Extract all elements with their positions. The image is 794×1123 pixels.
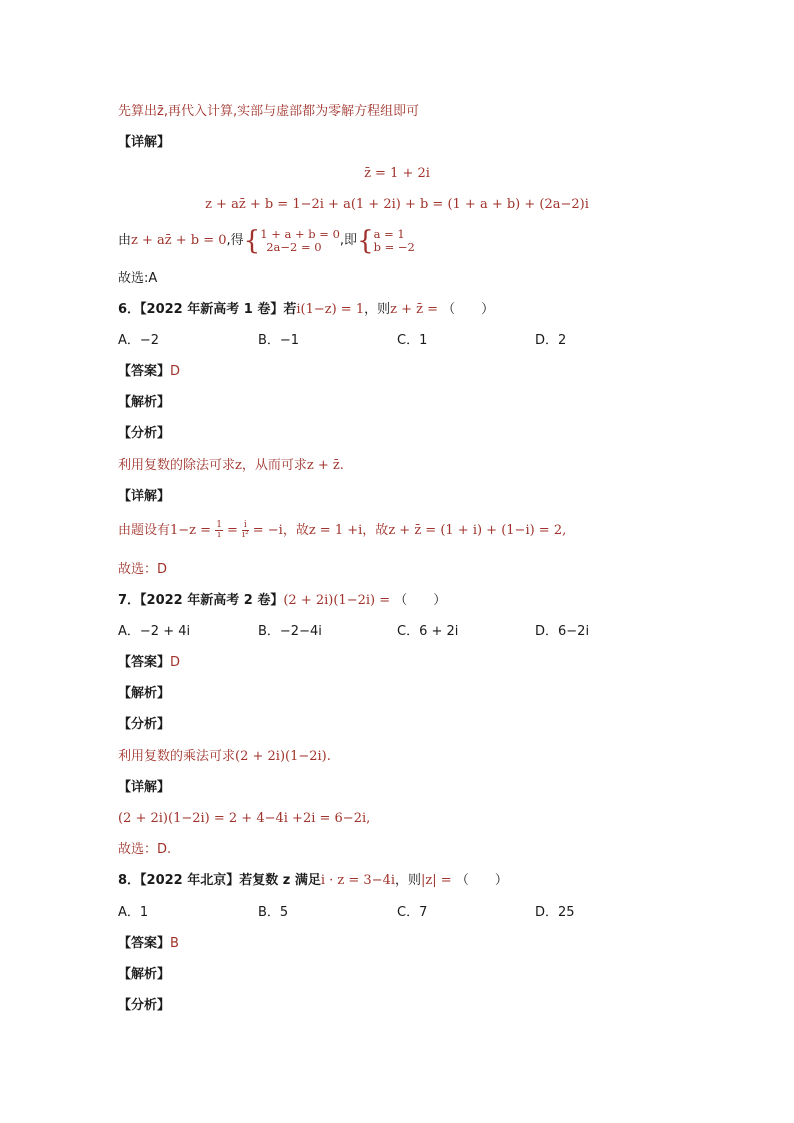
q7-fenxi-tag: 【分析】 bbox=[118, 717, 171, 732]
system-condition: z + az̄ + b = 0 bbox=[131, 233, 227, 248]
q8-jiexi-tag: 【解析】 bbox=[118, 967, 171, 982]
q6-answer: D bbox=[170, 364, 181, 379]
question-6-paren: （ ） bbox=[442, 302, 495, 317]
question-8-mid: ，则 bbox=[395, 873, 422, 888]
q6-option-d: D．2 bbox=[535, 333, 567, 348]
q8-answer-line bbox=[118, 935, 179, 953]
q6-option-b: B．−1 bbox=[258, 333, 300, 348]
q7-option-b: B．−2−4i bbox=[258, 624, 322, 639]
intro-text: 先算出z̄,再代入计算,实部与虚部都为零解方程组即可 bbox=[118, 104, 420, 119]
q8-option-a: A．1 bbox=[118, 905, 149, 920]
question-6-mid: ，则 bbox=[364, 302, 391, 317]
question-7-math: (2 + 2i)(1−2i) = bbox=[283, 593, 395, 608]
q6-detail-pre: 由题设有 bbox=[118, 523, 171, 538]
equation-expand: z + az̄ + b = 1−2i + a(1 + 2i) + b = (1 + a + b) + (2a−2)i bbox=[205, 197, 589, 212]
q6-frac2-den: i² bbox=[242, 530, 249, 540]
question-7-paren: （ ） bbox=[394, 593, 447, 608]
q7-option-a: A．−2 + 4i bbox=[118, 624, 191, 639]
system-line bbox=[118, 226, 415, 256]
left-brace-2: { bbox=[357, 225, 374, 256]
q6-answer-line bbox=[118, 363, 180, 381]
q6-answer-tag: 【答案】 bbox=[118, 364, 171, 379]
q6-detail-tag: 【详解】 bbox=[118, 489, 171, 504]
q7-detail-math: (2 + 2i)(1−2i) = 2 + 4−4i +2i = 6−2i, bbox=[118, 811, 371, 826]
question-6-stem bbox=[118, 301, 494, 319]
q6-fenxi-tag: 【分析】 bbox=[118, 426, 171, 441]
system2-bottom: b = −2 bbox=[373, 239, 415, 254]
q6-analysis-end: z + z̄. bbox=[306, 458, 344, 473]
q6-analysis-z: z bbox=[235, 458, 242, 473]
q8-option-c: C．7 bbox=[397, 905, 428, 920]
q8-answer-tag: 【答案】 bbox=[118, 936, 171, 951]
q7-detail-tag: 【详解】 bbox=[118, 780, 171, 795]
q6-analysis-pre: 利用复数的除法可求 bbox=[118, 458, 236, 473]
system-ji: ,即 bbox=[339, 233, 358, 248]
q8-fenxi-tag: 【分析】 bbox=[118, 998, 171, 1013]
q6-analysis bbox=[118, 457, 344, 475]
question-8-stem bbox=[118, 872, 508, 890]
question-8-paren: （ ） bbox=[455, 873, 508, 888]
q6-frac1-num: 1 bbox=[216, 520, 222, 530]
q6-option-a: A．−2 bbox=[118, 333, 160, 348]
q6-option-c: C．1 bbox=[397, 333, 428, 348]
detail-tag: 【详解】 bbox=[118, 135, 171, 150]
q6-detail-m1: 1−z = bbox=[170, 523, 216, 538]
left-brace-1: { bbox=[243, 225, 261, 256]
equation-system-1 bbox=[260, 228, 340, 254]
equation-zbar: z̄ = 1 + 2i bbox=[364, 166, 430, 181]
q6-detail-m3: z = 1 +i bbox=[308, 523, 363, 538]
q7-analysis-math: (2 + 2i)(1−2i). bbox=[235, 749, 331, 764]
q7-option-c: C．6 + 2i bbox=[397, 624, 459, 639]
q7-jiexi-tag: 【解析】 bbox=[118, 686, 171, 701]
q6-frac2-num: i bbox=[243, 520, 247, 530]
question-6-math: i(1−z) = 1 bbox=[296, 302, 365, 317]
q8-answer: B bbox=[170, 936, 179, 951]
q7-answer: D bbox=[170, 655, 181, 670]
q6-analysis-mid: ，从而可求 bbox=[241, 458, 307, 473]
q7-option-d: D．6−2i bbox=[535, 624, 590, 639]
question-7-label: 7．【2022 年新高考 2 卷】 bbox=[118, 593, 284, 608]
q6-detail-gu2: ，故 bbox=[362, 523, 389, 538]
system2-top: a = 1 bbox=[373, 226, 405, 241]
question-6-ask: z + z̄ = bbox=[390, 302, 443, 317]
question-6-label: 6．【2022 年新高考 1 卷】若 bbox=[118, 302, 297, 317]
system-de: ,得 bbox=[226, 233, 244, 248]
q7-analysis-pre: 利用复数的乘法可求 bbox=[118, 749, 236, 764]
q6-pick: 故选：D bbox=[118, 562, 168, 577]
q6-detail-gu1: ，故 bbox=[282, 523, 309, 538]
question-8-math: i · z = 3−4i bbox=[320, 873, 396, 888]
answer-pick-5: 故选:A bbox=[118, 271, 158, 286]
question-8-ask: |z| = bbox=[421, 873, 456, 888]
q7-pick: 故选：D. bbox=[118, 842, 172, 857]
q8-option-b: B．5 bbox=[258, 905, 289, 920]
q6-fraction-1 bbox=[215, 521, 223, 540]
q6-detail-m2: = −i bbox=[248, 523, 283, 538]
q6-frac1-den: i bbox=[217, 530, 221, 540]
q8-option-d: D．25 bbox=[535, 905, 575, 920]
q6-detail bbox=[118, 518, 566, 544]
question-8-label: 8．【2022 年北京】若复数 z 满足 bbox=[118, 873, 321, 888]
question-7-stem bbox=[118, 592, 446, 610]
q6-detail-m4: z + z̄ = (1 + i) + (1−i) = 2, bbox=[388, 523, 567, 538]
q7-answer-line bbox=[118, 654, 180, 672]
system1-top: 1 + a + b = 0 bbox=[260, 226, 340, 241]
system1-bottom: 2a−2 = 0 bbox=[266, 239, 322, 254]
system-prefix: 由 bbox=[118, 233, 132, 248]
q7-analysis bbox=[118, 748, 331, 766]
q6-jiexi-tag: 【解析】 bbox=[118, 395, 171, 410]
q6-detail-eq: = bbox=[222, 523, 243, 538]
equation-system-2 bbox=[374, 228, 415, 254]
q7-answer-tag: 【答案】 bbox=[118, 655, 171, 670]
